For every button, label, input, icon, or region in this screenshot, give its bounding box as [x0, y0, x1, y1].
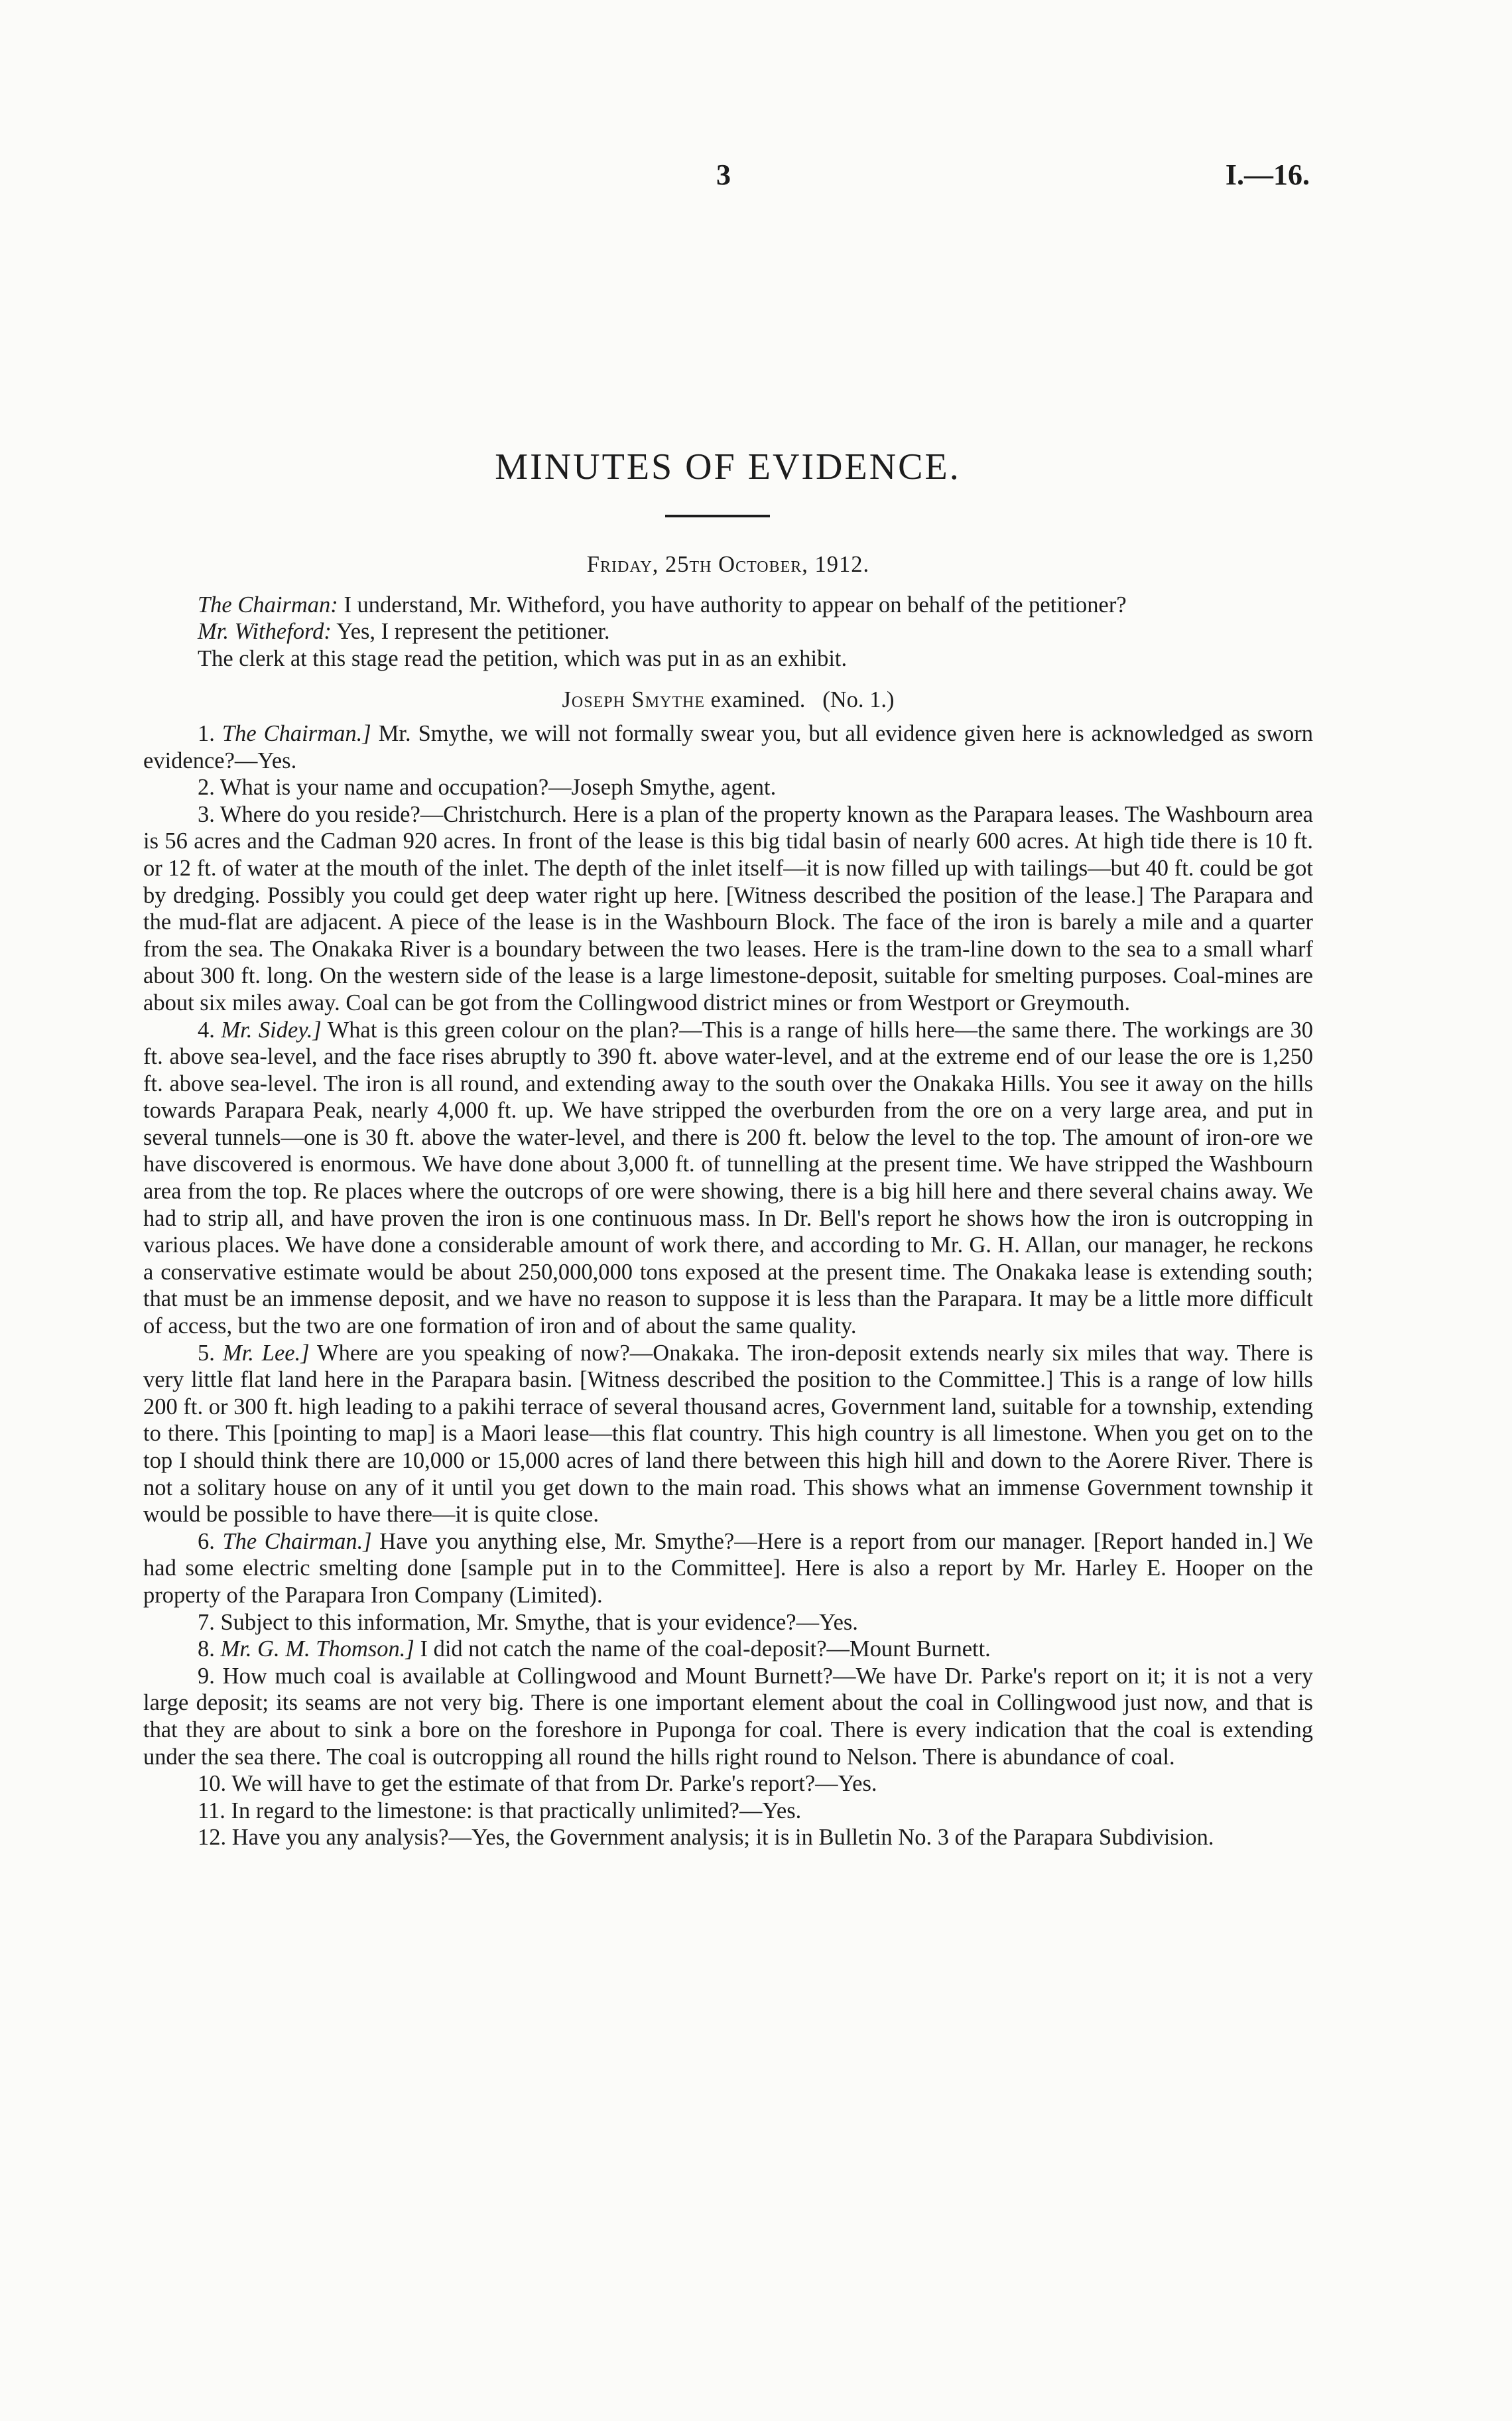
question-number: 10.: [198, 1771, 227, 1797]
question-1: [143, 720, 1313, 774]
question-text: Have you any analysis?—Yes, the Government analysis; it is in Bulletin No. 3 of the Parapara Subdivision.: [231, 1825, 1214, 1851]
question-text: I did not catch the name of the coal-deposit?—Mount Burnett.: [414, 1636, 991, 1662]
speaker: Mr. Lee.]: [222, 1340, 310, 1366]
question-10: [143, 1770, 1313, 1798]
witness-heading: [143, 687, 1313, 714]
question-number: 2.: [198, 775, 215, 801]
hearing-date: Friday, 25th October, 1912.: [586, 552, 870, 577]
question-7: [143, 1609, 1313, 1636]
question-number: 9.: [198, 1663, 215, 1689]
speaker: Mr. Witheford:: [198, 619, 332, 645]
question-text: Mr. Smythe, we will not formally swear you, but all evidence given here is acknowledged as sworn evidence?—Yes.: [143, 720, 1314, 773]
question-2: [143, 774, 1313, 801]
question-text: Where do you reside?—Christchurch. Here is a plan of the property known as the Parapara leases. The Washbourn area is 56 acres and the Cadman 920 acres. In front of the lease is this big tidal basin of nearly 600 acres. At high tide there is 10 ft. or 12 ft. of water at the mouth of the inlet. The depth of the inlet itself—it is now filled up with tailings—but 40 ft. could be got by dredging. Possibly you could get deep water right up here. [Witness described the position of the lease.] The Parapara and the mud-flat are adjacent. A piece of the lease is in the Washbourn Block. The face of the iron is barely a mile and a quarter from the sea. The Onakaka River is a boundary between the two leases. Here is the tram-line down to the sea to a small wharf about 300 ft. long. On the western side of the lease is a large limestone-deposit, suitable for smelting purposes. Coal-mines are about six miles away. Coal can be got from the Collingwood district mines or from Westport or Greymouth.: [143, 801, 1313, 1015]
question-number: 8.: [198, 1636, 215, 1662]
statement: I understand, Mr. Witheford, you have authority to appear on behalf of the petitioner?: [338, 592, 1127, 618]
question-5: [143, 1340, 1313, 1528]
speaker: The Chairman.]: [221, 720, 371, 746]
question-number: 6.: [198, 1528, 215, 1554]
intro-paragraph: [143, 645, 1313, 673]
question-number: 3.: [198, 801, 215, 827]
page-number: 3: [716, 159, 731, 191]
question-11: [143, 1798, 1313, 1825]
question-12: [143, 1824, 1313, 1851]
question-text: Subject to this information, Mr. Smythe, that is your evidence?—Yes.: [220, 1609, 858, 1635]
question-3: [143, 801, 1313, 1017]
intro-paragraph: [143, 618, 1313, 645]
question-9: [143, 1663, 1313, 1770]
question-4: [143, 1017, 1313, 1340]
question-number: 11.: [198, 1798, 225, 1823]
question-number: 4.: [198, 1017, 215, 1043]
question-number: 12.: [198, 1825, 227, 1851]
question-text: Where are you speaking of now?—Onakaka. The iron-deposit extends nearly six miles that way. There is very little flat land here in the Parapara basin. [Witness described the position to the Committee.] This is a range of low hills 200 ft. or 300 ft. high leading to a pakihi terrace of several thousand acres, Government land, suitable for a township, extending to there. This [pointing to map] is a Maori lease—this flat country. This high country is all limestone. When you get on to the top I should think there are 10,000 or 15,000 acres of land there between this high hill and down to the Aorere River. There is not a solitary house on any of it until you get down to the main road. This shows what an immense Government township it would be possible to have there—it is quite close.: [143, 1340, 1314, 1528]
witness-suffix: examined. (No. 1.): [705, 687, 895, 713]
question-text: What is this green colour on the plan?—This is a range of hills here—the same there. The workings are 30 ft. above sea-level, and the face rises abruptly to 390 ft. above water-level, and at the extreme end of our lease the ore is 1,250 ft. above sea-level. The iron is all round, and extending away to the south over the Onakaka Hills. You see it away on the hills towards Parapara Peak, nearly 4,000 ft. up. We have stripped the overburden from the ore on a very large area, and put in several tunnels—one is 30 ft. above the water-level, and there is 200 ft. below the level to the top. The amount of iron-ore we have discovered is enormous. We have done about 3,000 ft. of tunnelling at the present time. We have stripped the Washbourn area from the top. Re places where the outcrops of ore were showing, there is a big hill here and there several chains away. We had to strip all, and have proven the iron is one continuous mass. In Dr. Bell's report he shows how the iron is outcropping in various places. We have done a considerable amount of work there, and according to Mr. G. H. Allan, our manager, he reckons a conservative estimate would be about 250,000,000 tons exposed at the present time. The Onakaka lease is extending south; that must be an immense deposit, and we have no reason to suppose it is less than the Parapara. It may be a little more difficult of access, but the two are one formation of iron and of about the same quality.: [143, 1017, 1314, 1339]
question-number: 1.: [198, 720, 215, 746]
question-6: [143, 1528, 1313, 1609]
page-title: MINUTES OF EVIDENCE.: [495, 446, 961, 488]
question-number: 7.: [198, 1609, 215, 1635]
document-reference: I.—16.: [1225, 159, 1310, 191]
question-text: We will have to get the estimate of that from Dr. Parke's report?—Yes.: [231, 1771, 877, 1797]
witness-name: Joseph Smythe: [562, 687, 706, 713]
title-rule: [665, 515, 770, 517]
question-text: Have you anything else, Mr. Smythe?—Here is a report from our manager. [Report handed in.] We had some electric smelting done [sample put in to the Committee]. Here is also a report by Mr. Harley E. Hooper on the property of the Parapara Iron Company (Limited).: [143, 1528, 1313, 1608]
intro-paragraph: [143, 592, 1313, 619]
evidence-body: [143, 551, 1313, 1851]
speaker: The Chairman:: [198, 592, 338, 618]
question-text: How much coal is available at Collingwood and Mount Burnett?—We have Dr. Parke's report on it; it is not a very large deposit; its seams are not very big. There is one important element about the coal in Collingwood just now, and that is that they are about to sink a bore on the foreshore in Puponga for coal. There is every indication that the coal is extending under the sea there. The coal is outcropping all round the hills right round to Nelson. There is abundance of coal.: [143, 1663, 1314, 1770]
statement: The clerk at this stage read the petition, which was put in as an exhibit.: [198, 645, 848, 671]
question-text: What is your name and occupation?—Joseph Smythe, agent.: [220, 775, 777, 801]
speaker: Mr. Sidey.]: [221, 1017, 322, 1043]
question-8: [143, 1636, 1313, 1663]
speaker: The Chairman.]: [222, 1528, 372, 1554]
statement: Yes, I represent the petitioner.: [331, 619, 610, 645]
question-number: 5.: [198, 1340, 215, 1366]
speaker: Mr. G. M. Thomson.]: [220, 1636, 414, 1662]
question-text: In regard to the limestone: is that practically unlimited?—Yes.: [231, 1798, 802, 1823]
